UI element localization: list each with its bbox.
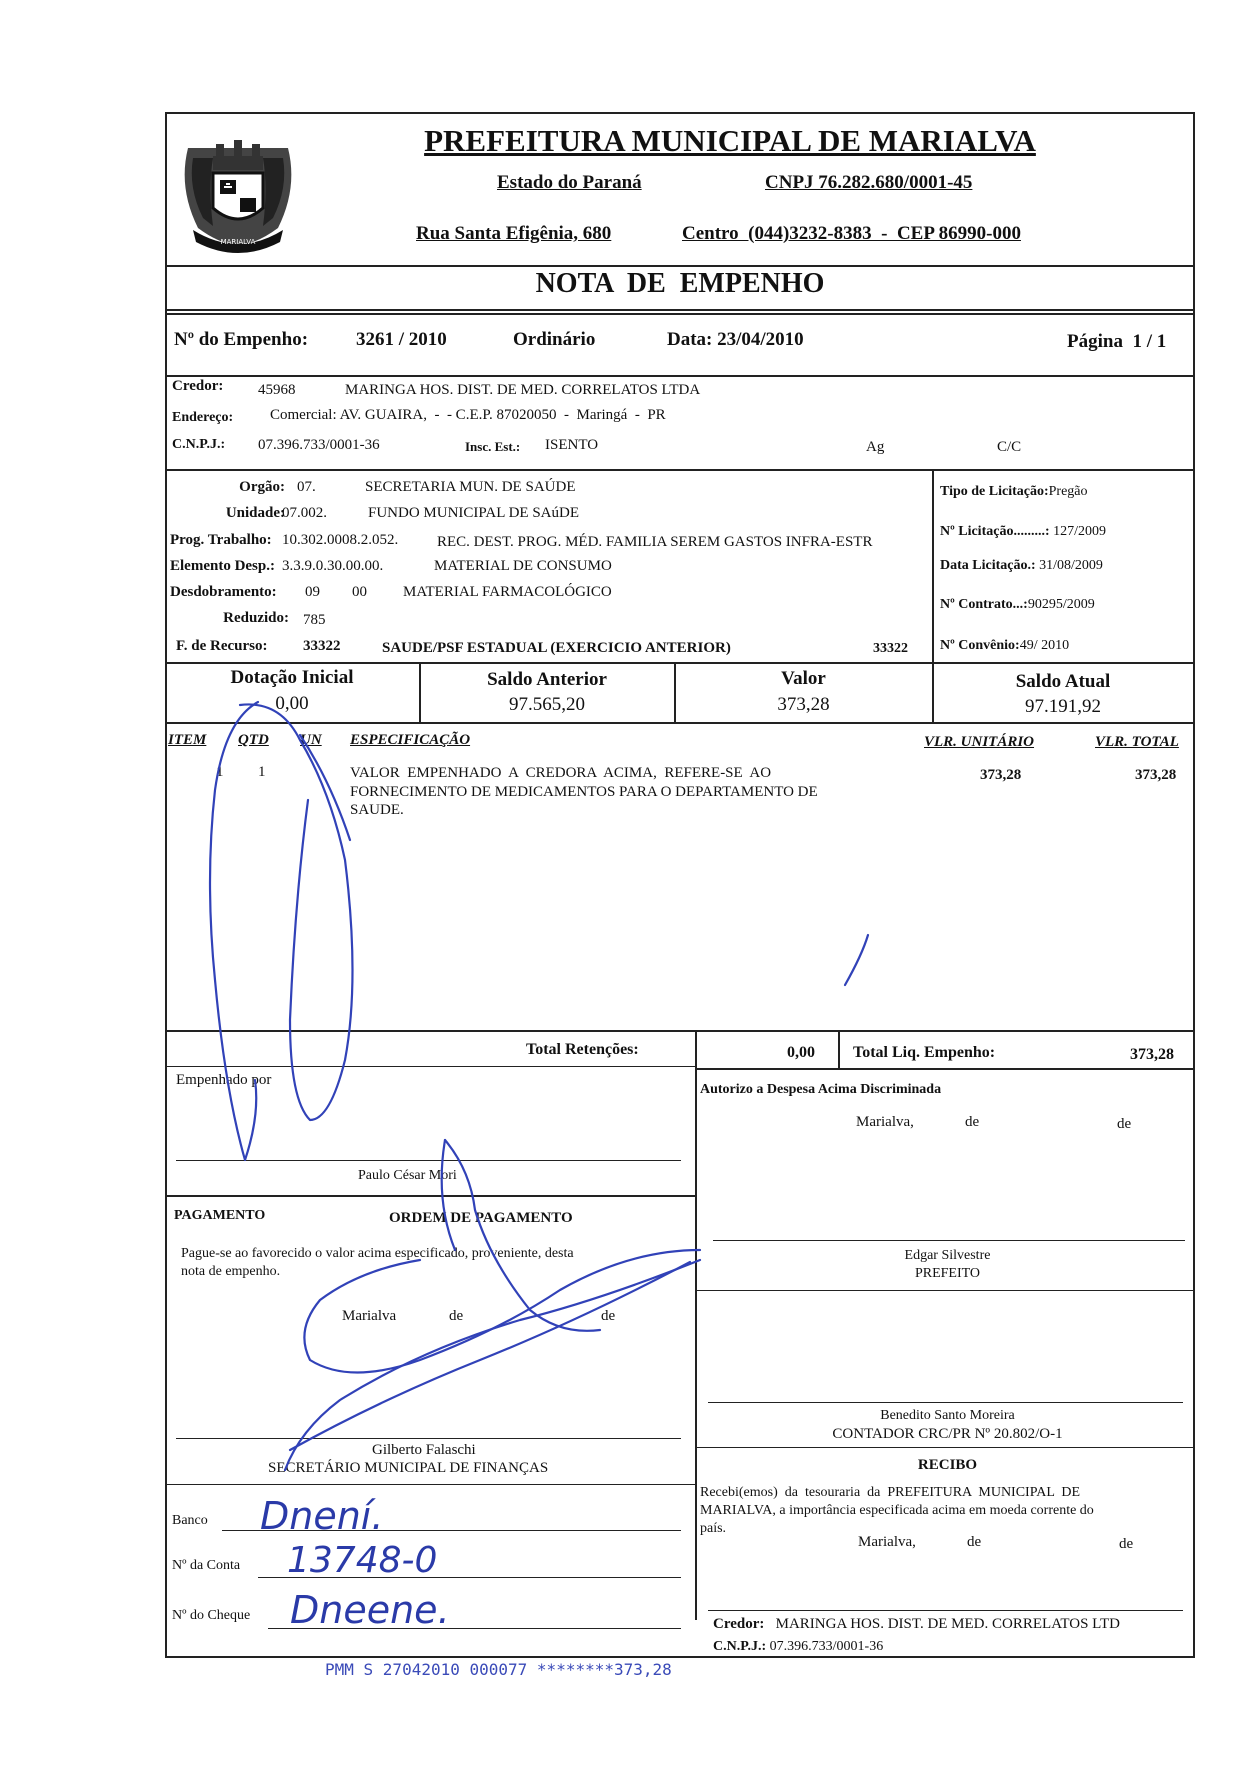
empenho-date: Data: 23/04/2010: [667, 329, 804, 350]
address-label: Endereço:: [172, 410, 234, 425]
banco-handwritten: Dnení.: [260, 1494, 384, 1538]
autorizo-city: Marialva,: [856, 1114, 914, 1130]
credor-address: Comercial: AV. GUAIRA, - - C.E.P. 87020050 - Maringá - PR: [270, 407, 666, 423]
payment-stamp: PMM S 27042010 000077 ********373,28: [325, 1660, 672, 1679]
liquido-label: Total Liq. Empenho:: [853, 1044, 996, 1061]
contrato-label: Nº Contrato...:: [940, 597, 1028, 612]
col-item: ITEM: [168, 732, 207, 748]
desdobramento-b: 00: [352, 584, 367, 600]
item-desc-line1: VALOR EMPENHADO A CREDORA ACIMA, REFERE-SE AO: [350, 765, 772, 781]
desdobramento-label: Desdobramento:: [170, 584, 277, 600]
recibo-de2: de: [1119, 1536, 1134, 1552]
pagamento-de1: de: [449, 1308, 464, 1324]
item-total-value: 373,28: [1135, 767, 1177, 783]
pagamento-city: Marialva: [342, 1308, 397, 1324]
fonte-code: 33322: [303, 638, 341, 654]
cnpj-label: C.N.P.J.:: [172, 437, 226, 452]
recibo-cnpj-label: C.N.P.J.:: [713, 1639, 767, 1654]
fonte-label: F. de Recurso:: [176, 638, 268, 654]
pagamento-label: PAGAMENTO: [174, 1208, 266, 1223]
document-title: NOTA DE EMPENHO: [535, 268, 825, 299]
cnpj-header: CNPJ 76.282.680/0001-45: [765, 172, 973, 193]
tipo-licitacao-label: Tipo de Licitação:: [940, 484, 1049, 499]
prog-name: REC. DEST. PROG. MÉD. FAMILIA SEREM GASTOS INFRA-ESTR: [437, 534, 873, 550]
credor-ie: ISENTO: [545, 437, 599, 453]
svg-text:MARIALVA: MARIALVA: [220, 238, 256, 246]
recibo-text-2: MARIALVA, a importância especificada acima em moeda corrente do: [700, 1503, 1094, 1518]
fonte-code-2: 33322: [873, 641, 908, 656]
recibo-text-3: país.: [700, 1521, 727, 1536]
col-vlr-total: VLR. TOTAL: [1095, 734, 1179, 750]
pagamento-de2: de: [601, 1308, 616, 1324]
cheque-label: Nº do Cheque: [172, 1608, 251, 1623]
credor-cnpj: 07.396.733/0001-36: [258, 437, 380, 453]
unidade-code: 07.002.: [282, 505, 327, 521]
licitacao-date-label: Data Licitação.:: [940, 558, 1036, 573]
empenhado-label: Empenhado por: [176, 1072, 272, 1088]
reduzido-value: 785: [303, 612, 326, 628]
ie-label: Insc. Est.:: [465, 439, 521, 454]
unidade-name: FUNDO MUNICIPAL DE SAúDE: [368, 505, 579, 521]
valor-label: Valor: [781, 668, 826, 689]
licitacao-number-label: Nº Licitação.........:: [940, 524, 1050, 539]
item-desc-line3: SAUDE.: [350, 802, 404, 818]
saldo-anterior-label: Saldo Anterior: [487, 669, 607, 690]
state-name: Estado do Paraná: [497, 172, 642, 193]
recibo-credor-label: Credor:: [713, 1616, 765, 1632]
pagamento-text-2: nota de empenho.: [181, 1264, 281, 1279]
street-address: Rua Santa Efigênia, 680: [416, 223, 612, 244]
secretario-role: SECRETÁRIO MUNICIPAL DE FINANÇAS: [268, 1460, 549, 1476]
contrato-value: 90295/2009: [1027, 597, 1095, 612]
convenio-label: Nº Convênio:: [940, 638, 1020, 653]
licitacao-date-value: 31/08/2009: [1039, 558, 1103, 573]
liquido-value: 373,28: [1130, 1046, 1174, 1063]
recibo-de1: de: [967, 1534, 982, 1550]
pagamento-text-1: Pague-se ao favorecido o valor acima especificado, proveniente, desta: [181, 1246, 574, 1261]
dotacao-value: 0,00: [275, 693, 309, 714]
retencoes-value: 0,00: [787, 1044, 815, 1061]
contact-line: Centro (044)3232-8383 - CEP 86990-000: [682, 223, 1021, 244]
page-number: Página 1 / 1: [1067, 331, 1167, 352]
col-vlr-unitario: VLR. UNITÁRIO: [924, 734, 1035, 750]
credor-code: 45968: [258, 382, 296, 398]
desdobramento-name: MATERIAL FARMACOLÓGICO: [403, 584, 612, 600]
col-especificacao: ESPECIFICAÇÃO: [350, 732, 471, 748]
orgao-code: 07.: [297, 479, 316, 495]
prefeito-role: PREFEITO: [914, 1266, 981, 1281]
col-un: UN: [300, 732, 322, 748]
item-desc-line2: FORNECIMENTO DE MEDICAMENTOS PARA O DEPARTAMENTO DE: [350, 784, 818, 800]
item-qtd: 1: [258, 764, 266, 780]
empenho-label: Nº do Empenho:: [174, 329, 309, 350]
desdobramento-a: 09: [305, 584, 320, 600]
elemento-label: Elemento Desp.:: [170, 558, 275, 574]
recibo-city: Marialva,: [858, 1534, 916, 1550]
saldo-anterior-value: 97.565,20: [509, 694, 585, 715]
secretario-name: Gilberto Falaschi: [372, 1442, 476, 1458]
empenho-number: 3261 / 2010: [356, 329, 447, 350]
conta-label: Nº da Conta: [172, 1558, 241, 1573]
cheque-handwritten: Dneene.: [290, 1588, 450, 1632]
orgao-label: Orgão:: [239, 479, 285, 495]
saldo-atual-value: 97.191,92: [1025, 696, 1101, 717]
licitacao-number-value: 127/2009: [1053, 524, 1106, 539]
recibo-cnpj-value: 07.396.733/0001-36: [769, 1639, 884, 1654]
elemento-code: 3.3.9.0.30.00.00.: [282, 558, 384, 574]
credor-name: MARINGA HOS. DIST. DE MED. CORRELATOS LTDA: [345, 382, 701, 398]
saldo-atual-label: Saldo Atual: [1015, 671, 1111, 692]
account-label: C/C: [997, 439, 1022, 455]
agency-label: Ag: [866, 439, 885, 455]
empenhado-signer: Paulo César Mori: [358, 1168, 457, 1183]
convenio-value: 49/ 2010: [1019, 638, 1070, 653]
recibo-credor-name: MARINGA HOS. DIST. DE MED. CORRELATOS LTD: [775, 1616, 1120, 1632]
tipo-licitacao-value: Pregão: [1048, 484, 1088, 499]
prog-code: 10.302.0008.2.052.: [282, 532, 399, 548]
col-qtd: QTD: [238, 732, 269, 748]
autorizo-de1: de: [965, 1114, 980, 1130]
recibo-text-1: Recebi(emos) da tesouraria da PREFEITURA MUNICIPAL DE: [700, 1485, 1081, 1500]
empenho-type: Ordinário: [513, 329, 596, 350]
autorizo-de2: de: [1117, 1116, 1132, 1132]
unidade-label: Unidade:: [225, 505, 285, 521]
fonte-name: SAUDE/PSF ESTADUAL (EXERCICIO ANTERIOR): [382, 640, 731, 656]
recibo-title: RECIBO: [917, 1457, 978, 1473]
conta-handwritten: 13748-0: [287, 1540, 438, 1581]
item-number: 1: [216, 764, 224, 780]
contador-role: CONTADOR CRC/PR Nº 20.802/O-1: [832, 1426, 1063, 1442]
orgao-name: SECRETARIA MUN. DE SAÚDE: [365, 479, 576, 495]
retencoes-label: Total Retenções:: [526, 1041, 639, 1058]
municipality-title: PREFEITURA MUNICIPAL DE MARIALVA: [424, 123, 1036, 158]
prog-label: Prog. Trabalho:: [170, 532, 272, 548]
autorizo-label: Autorizo a Despesa Acima Discriminada: [700, 1082, 942, 1097]
contador-name: Benedito Santo Moreira: [880, 1408, 1015, 1423]
item-unit-value: 373,28: [980, 767, 1022, 783]
banco-label: Banco: [172, 1513, 208, 1528]
reduzido-label: Reduzido:: [223, 610, 289, 626]
valor-value: 373,28: [777, 694, 830, 715]
dotacao-label: Dotação Inicial: [230, 667, 354, 688]
ordem-pagamento-label: ORDEM DE PAGAMENTO: [389, 1210, 573, 1226]
prefeito-name: Edgar Silvestre: [904, 1248, 991, 1263]
credor-label: Credor:: [172, 378, 224, 394]
elemento-name: MATERIAL DE CONSUMO: [434, 558, 612, 574]
